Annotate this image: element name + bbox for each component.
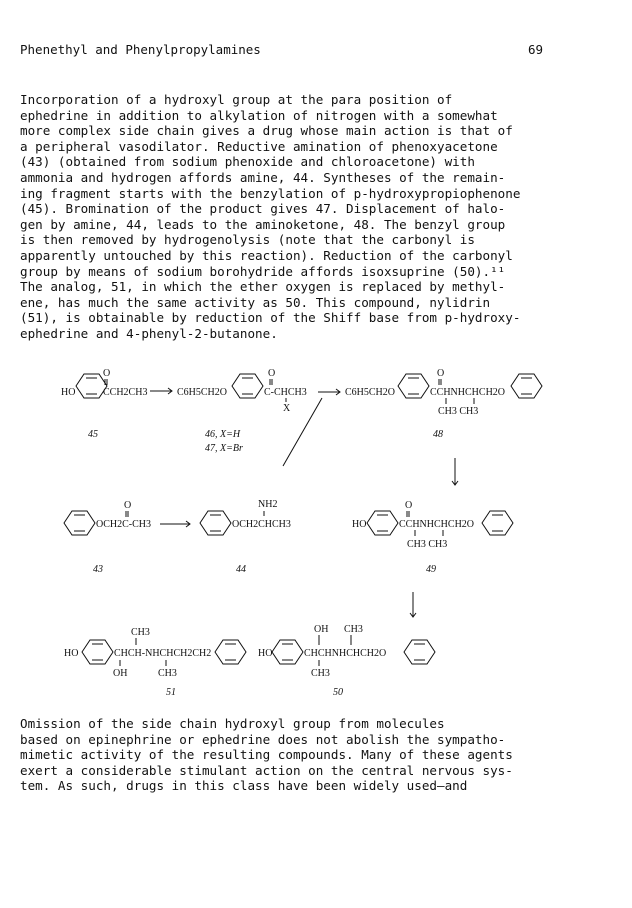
compound-label-50: 50	[333, 687, 343, 698]
atom-label: CH3	[311, 668, 330, 679]
atom-label: HO	[258, 648, 273, 659]
text-line: gen by amine, 44, leads to the aminoketone, 48. The benzyl group	[20, 216, 506, 232]
compound-label-49: 49	[426, 564, 436, 575]
atom-label: X	[283, 403, 291, 414]
text-line: The analog, 51, in which the ether oxygen is replaced by methyl-	[20, 279, 506, 295]
benzene-ring	[482, 511, 513, 535]
paragraph-2	[20, 716, 513, 794]
atom-label: C-CHCH3	[264, 387, 307, 398]
text-line: more complex side chain gives a drug whose main action is that of	[20, 123, 513, 139]
text-line: is then removed by hydrogenolysis (note that the carbonyl is	[20, 232, 475, 248]
text-line: (43) (obtained from sodium phenoxide and chloroacetone) with	[20, 154, 475, 170]
text-line: based on epinephrine or ephedrine does not abolish the sympatho-	[20, 731, 506, 747]
atom-label: OCH2CHCH3	[232, 519, 291, 530]
atom-label: CCHNHCHCH2O	[430, 387, 506, 398]
atom-label: HO	[64, 648, 79, 659]
atom-label: CCHNHCHCH2O	[399, 519, 475, 530]
compound-label-47: 47, X=Br	[205, 443, 243, 454]
benzene-ring	[367, 511, 398, 535]
benzene-ring	[511, 374, 542, 398]
benzene-ring	[232, 374, 263, 398]
atom-label: O	[268, 368, 276, 379]
text-line: exert a considerable stimulant action on the central nervous sys-	[20, 762, 513, 778]
text-line: ephedrine in addition to alkylation of nitrogen with a somewhat	[20, 107, 498, 123]
text-line: tem. As such, drugs in this class have been widely used—and	[20, 778, 468, 794]
atom-label: HO	[352, 519, 367, 530]
atom-label: HO	[61, 387, 76, 398]
text-line: ene, has much the same activity as 50. This compound, nylidrin	[20, 294, 491, 310]
atom-label: CH3	[158, 668, 177, 679]
atom-label: OH	[113, 668, 128, 679]
text-line: group by means of sodium borohydride affords isoxsuprine (50).¹¹	[20, 263, 506, 279]
text-line: ephedrine and 4-phenyl-2-butanone.	[20, 325, 278, 341]
atom-label: CH3 CH3	[438, 406, 479, 417]
compound-label-43: 43	[93, 564, 103, 575]
atom-label: CHCHNHCHCH2O	[304, 648, 387, 659]
text-line: ing fragment starts with the benzylation of p-hydroxypropiophenone	[20, 185, 521, 201]
compound-label-48: 48	[433, 429, 443, 440]
benzene-ring	[404, 640, 435, 664]
atom-label: CHCH-NHCHCH2CH2	[114, 648, 212, 659]
atom-label: O	[124, 500, 132, 511]
benzene-ring	[64, 511, 95, 535]
atom-label: O	[103, 368, 111, 379]
compound-label-46: 46, X=H	[205, 429, 241, 440]
atom-label: OCH2C-CH3	[96, 519, 152, 530]
compound-label-45: 45	[88, 429, 98, 440]
atom-label: OH	[314, 624, 329, 635]
benzene-ring	[398, 374, 429, 398]
benzene-ring	[200, 511, 231, 535]
compound-label-44: 44	[236, 564, 246, 575]
page-number: 69	[528, 42, 544, 57]
atom-label: C6H5CH2O	[345, 387, 396, 398]
text-line: Omission of the side chain hydroxyl group from molecules	[20, 716, 445, 731]
benzene-ring	[272, 640, 303, 664]
benzene-ring	[82, 640, 113, 664]
text-line: mimetic activity of the resulting compounds. Many of these agents	[20, 747, 513, 763]
atom-label: CH3	[131, 627, 150, 638]
atom-label: NH2	[258, 499, 278, 510]
text-line: (51), is obtainable by reduction of the Shiff base from p-hydroxy-	[20, 310, 521, 326]
atom-label: O	[405, 500, 413, 511]
atom-label: CH3	[344, 624, 363, 635]
atom-label: O	[437, 368, 445, 379]
atom-label: C6H5CH2O	[177, 387, 228, 398]
text-line: Incorporation of a hydroxyl group at the para position of	[20, 92, 453, 107]
running-title: Phenethyl and Phenylpropylamines	[20, 42, 261, 57]
atom-label: CCH2CH3	[103, 387, 148, 398]
text-line: ammonia and hydrogen affords amine, 44. Syntheses of the remain-	[20, 169, 506, 185]
text-line: a peripheral vasodilator. Reductive amination of phenoxyacetone	[20, 138, 498, 154]
benzene-ring	[215, 640, 246, 664]
compound-label-51: 51	[166, 687, 176, 698]
atom-label: CH3 CH3	[407, 539, 448, 550]
text-line: apparently untouched by this reaction). Reduction of the carbonyl	[20, 247, 513, 263]
text-line: (45). Bromination of the product gives 47. Displacement of halo-	[20, 201, 506, 217]
